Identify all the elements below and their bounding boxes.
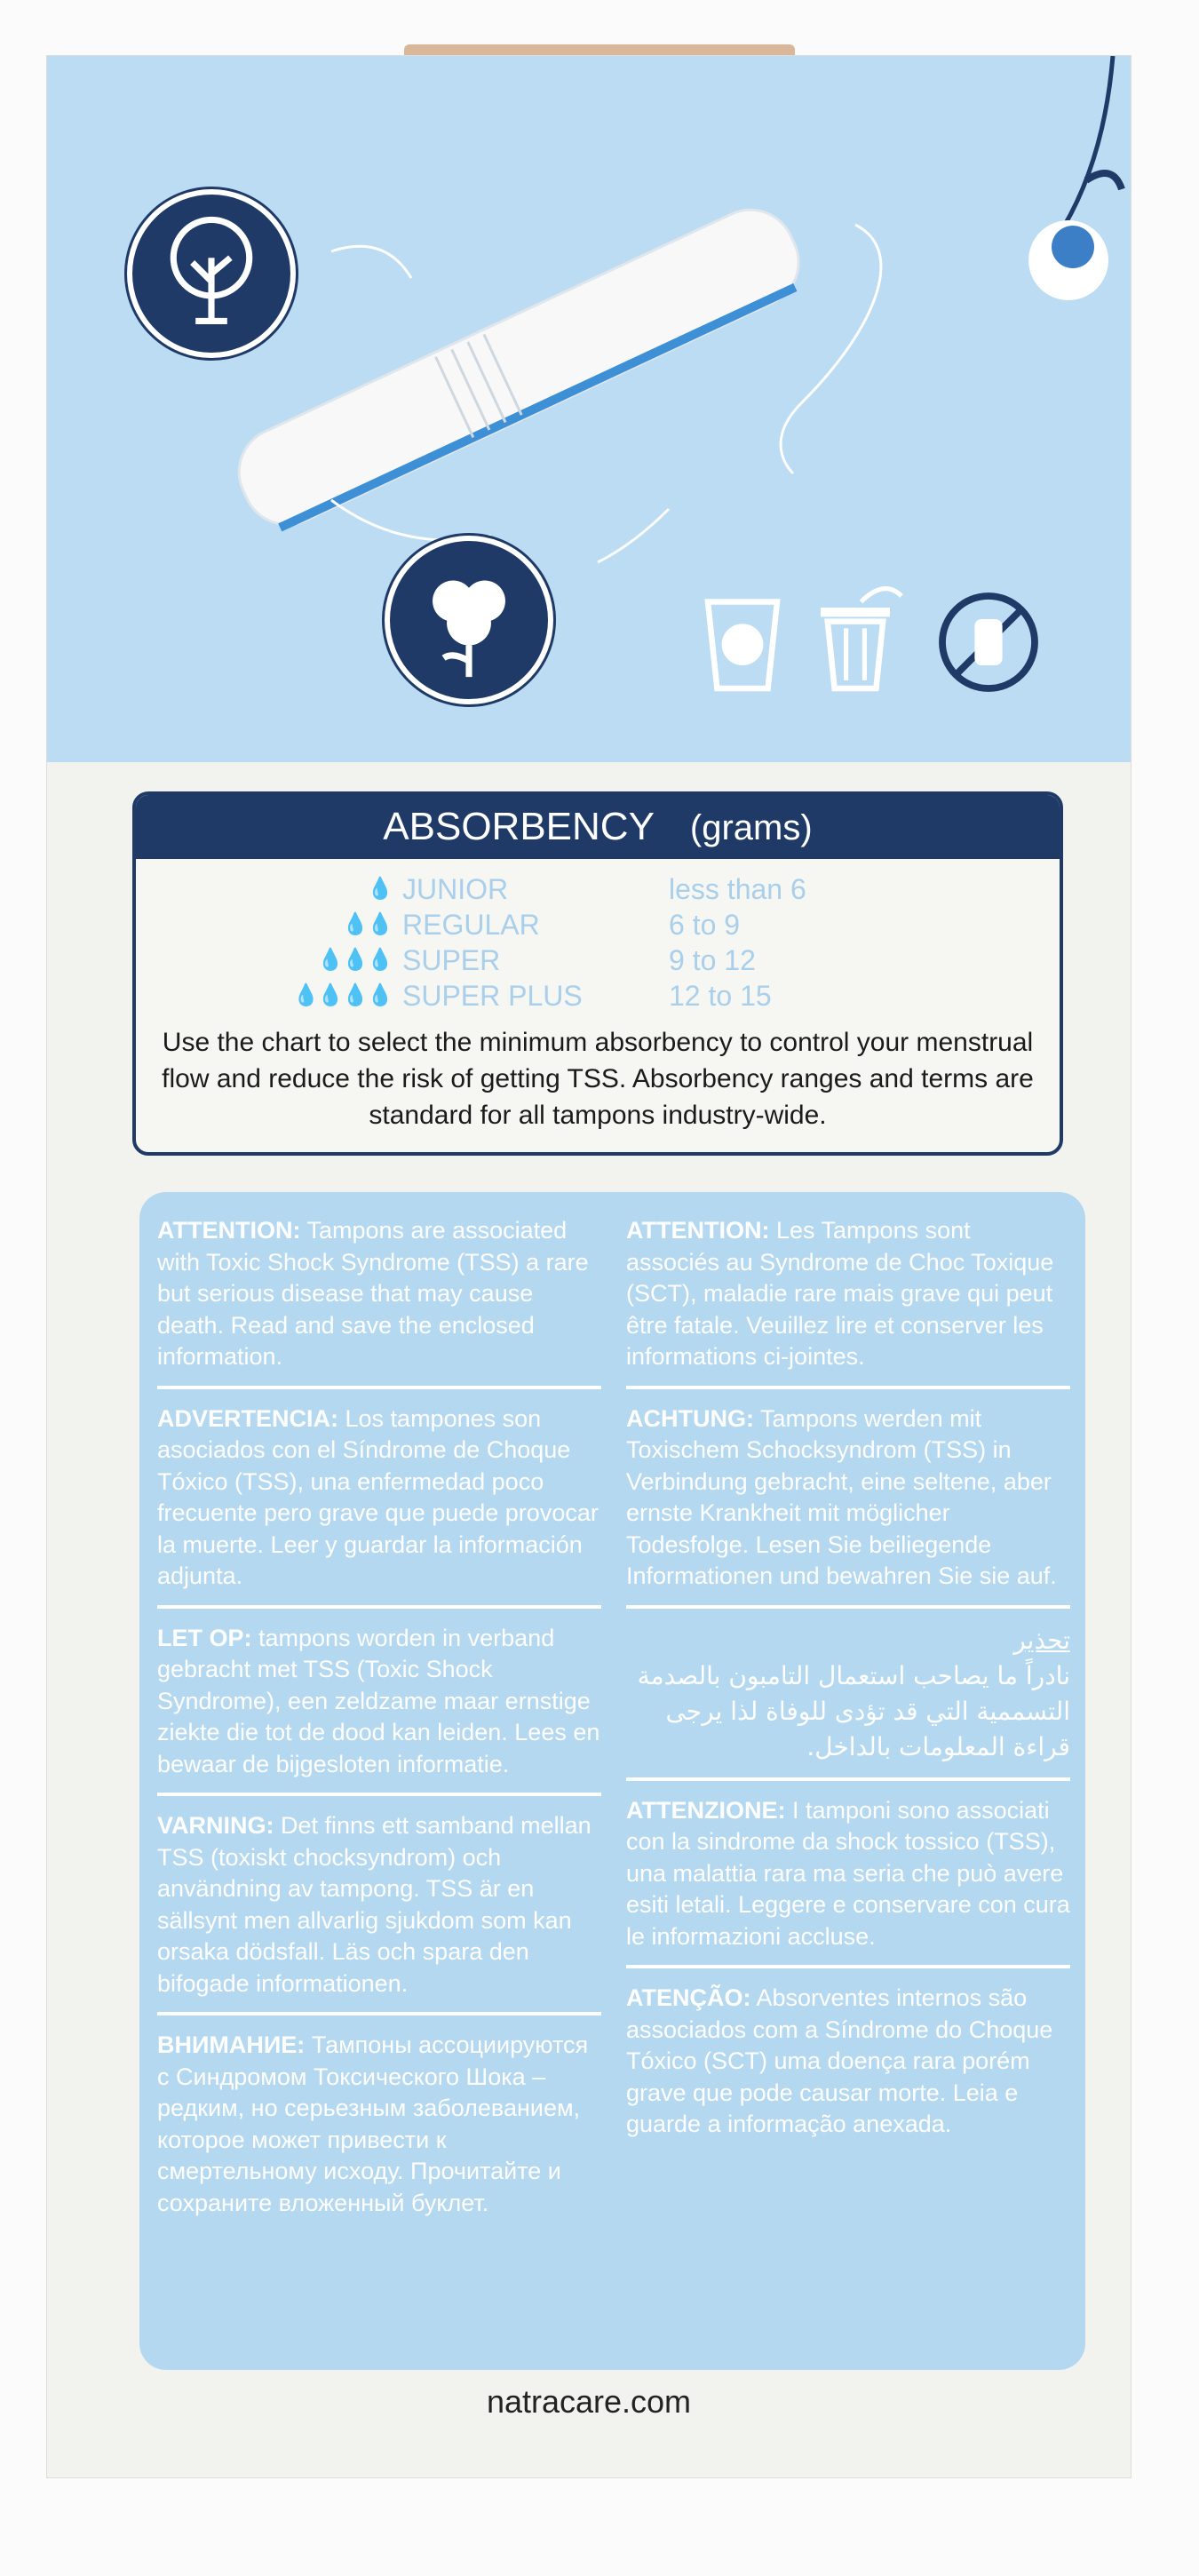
warning-heading: LET OP:	[157, 1624, 252, 1651]
warning-english	[157, 1215, 601, 1389]
illustration-panel	[47, 56, 1131, 762]
drop-icon: 💧💧💧💧	[292, 983, 392, 1007]
absorbency-row	[136, 871, 1060, 907]
absorbency-label: SUPER PLUS	[402, 980, 583, 1012]
absorbency-range: 12 to 15	[669, 980, 772, 1012]
warning-text: Absorventes internos são associados com a Síndrome do Choque Tóxico (SCT) uma doença rara porém grave que pode causar morte. Leia e guarde a informação anexada.	[626, 1984, 1053, 2137]
warnings-left-column	[157, 1215, 601, 2246]
warning-heading: ACHTUNG:	[626, 1404, 754, 1432]
absorbency-chart	[132, 791, 1063, 1156]
warning-heading: ВНИМАНИЕ:	[157, 2031, 306, 2058]
warning-text: Los tampones son asociados con el Síndrome de Choque Tóxico (TSS), una enfermedad poco frecuente pero grave que puede provocar la muerte. Leer y guardar la información adjunta.	[157, 1404, 599, 1589]
compostable-wrapper-icon	[685, 584, 800, 700]
drop-icon: 💧💧💧	[317, 948, 392, 972]
warning-russian	[157, 2030, 601, 2231]
flower-decoration-icon	[1006, 56, 1131, 322]
absorbency-unit: (grams)	[689, 808, 813, 847]
warning-text: I tamponi sono associati con la sindrome da shock tossico (TSS), una malattia rara ma seria che può avere esiti letali. Leggere e conservare con cura le informazioni accluse.	[626, 1796, 1070, 1950]
warning-heading: تحذير	[1013, 1625, 1070, 1655]
absorbency-label: JUNIOR	[402, 873, 509, 905]
absorbency-row	[136, 907, 1060, 942]
absorbency-range: 6 to 9	[669, 909, 741, 941]
warning-spanish	[157, 1403, 601, 1609]
absorbency-range: less than 6	[669, 873, 806, 905]
absorbency-range: 9 to 12	[669, 944, 756, 976]
warning-french	[626, 1215, 1070, 1389]
warning-text: Les Tampons sont associés au Syndrome de Choc Toxique (SCT), maladie rare mais grave qui peut être fatale. Veuillez lire et conserver les informations ci-jointes.	[626, 1217, 1054, 1370]
absorbency-label: REGULAR	[402, 909, 540, 941]
warning-text: Тампоны ассоциируются с Синдромом Токсического Шока – редким, но серьезным заболеванием, которое может привести к смертельному исходу. Прочитайте и сохраните вложенный буклет.	[157, 2031, 589, 2216]
warning-heading: ATTENTION:	[626, 1217, 770, 1244]
warning-text: نادراً ما يصاحب استعمال التامبون بالصدمة التسممية التي قد تؤدى للوفاة لذا يرجى قراءة المعلومات بالداخل.	[637, 1660, 1070, 1761]
absorbency-row	[136, 978, 1060, 1014]
no-flush-icon	[931, 584, 1046, 700]
warning-text: tampons worden in verband gebracht met TSS (Toxic Shock Syndrome), een zeldzame maar ernstige ziekte die tot de dood kan leiden. Lees en bewaar de bijgesloten informatie.	[157, 1624, 600, 1777]
warning-text: Det finns ett samband mellan TSS (toxiskt chocksyndrom) och användning av tampong. TSS är en sällsynt men allvarlig sjukdom som kan orsaka dödsfall. Läs och spara den bifogade informationen.	[157, 1812, 592, 1997]
package-back	[46, 55, 1132, 2478]
absorbency-note: Use the chart to select the minimum absorbency to control your menstrual flow and reduce the risk of getting TSS. Absorbency ranges and terms are standard for all tampons industry-wide.	[162, 1028, 1034, 1130]
drop-icon: 💧	[367, 877, 392, 901]
absorbency-header	[136, 795, 1060, 859]
absorbency-title: ABSORBENCY	[383, 805, 655, 848]
warning-heading: VARNING:	[157, 1812, 274, 1839]
warning-dutch	[157, 1623, 601, 1797]
drop-icon: 💧💧	[342, 912, 392, 936]
warning-heading: ATTENTION:	[157, 1217, 301, 1244]
warning-heading: ADVERTENCIA:	[157, 1404, 339, 1432]
absorbency-row	[136, 942, 1060, 978]
warning-german	[626, 1403, 1070, 1609]
website-url: natracare.com	[486, 2383, 692, 2420]
warnings-right-column	[626, 1215, 1070, 2167]
trash-bin-icon	[798, 584, 913, 700]
warning-heading: ATTENZIONE:	[626, 1796, 786, 1824]
absorbency-label: SUPER	[402, 944, 501, 976]
warning-swedish	[157, 1810, 601, 2015]
warning-portuguese	[626, 1983, 1070, 2153]
warning-italian	[626, 1795, 1070, 1969]
warning-arabic	[626, 1623, 1070, 1781]
warning-heading: ATENÇÃO:	[626, 1984, 751, 2011]
warning-text: Tampons are associated with Toxic Shock Syndrome (TSS) a rare but serious disease that may cause death. Read and save the enclosed information.	[157, 1217, 589, 1370]
tss-warnings-panel	[139, 1192, 1085, 2370]
warning-text: Tampons werden mit Toxischem Schocksyndrom (TSS) in Verbindung gebracht, eine seltene, aber ernste Krankheit mit möglicher Todesfolge. Lesen Sie beiliegende Informationen und bewahren Sie sie auf.	[626, 1404, 1057, 1589]
cotton-icon	[385, 536, 553, 704]
tampon-illustration	[154, 145, 953, 589]
